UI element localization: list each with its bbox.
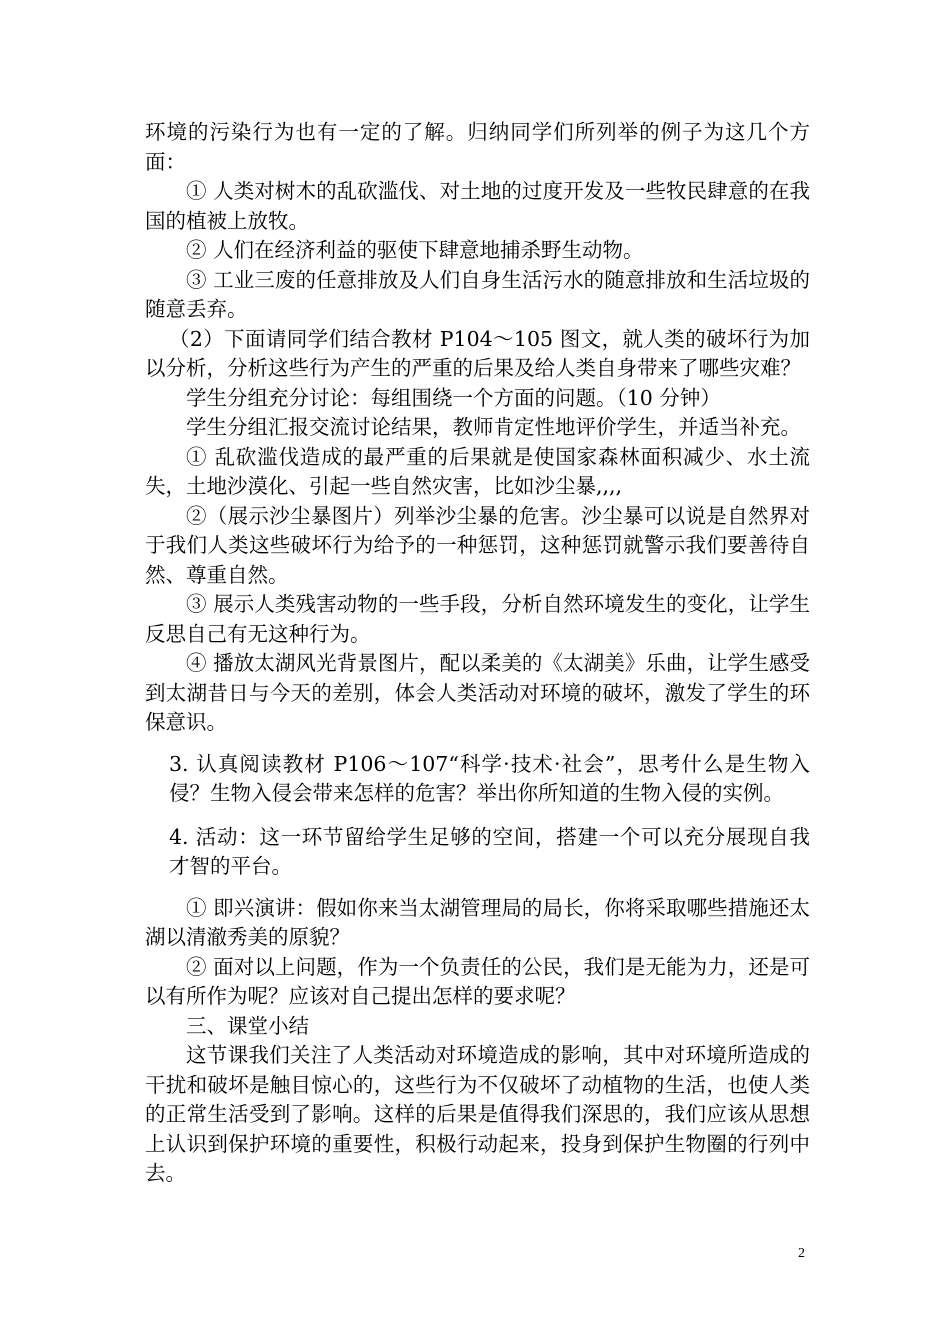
paragraph-summary: 这节课我们关注了人类活动对环境造成的影响，其中对环境所造成的干扰和破坏是触目惊心的，这些行为不仅破坏了动植物的生活，也使人类的正常生活受到了影响。这样的后果是值得我们深思的，我们应该从思想上认识到保护环境的重要性，积极行动起来，投身到保护生物圈的行列中去。	[145, 1043, 810, 1185]
section-item-3: 3. 认真阅读教材 P106～107“科学·技术·社会”，思考什么是生物入侵？生物入侵会带来怎样的危害？举出你所知道的生物入侵的实例。	[169, 751, 810, 805]
document-body	[145, 118, 810, 1189]
paragraph-group-report: 学生分组汇报交流讨论结果，教师肯定性地评价学生，并适当补充。	[186, 415, 801, 439]
section-heading-summary: 三、课堂小结	[186, 1013, 309, 1038]
analysis-item-3: ③ 展示人类残害动物的一些手段，分析自然环境发生的变化，让学生反思自己有无这种行为。	[145, 592, 810, 646]
paragraph-intro: 环境的污染行为也有一定的了解。归纳同学们所列举的例子为这几个方面：	[145, 120, 810, 174]
analysis-item-4: ④ 播放太湖风光背景图片，配以柔美的《太湖美》乐曲，让学生感受到太湖昔日与今天的差别，体会人类活动对环境的破坏，激发了学生的环保意识。	[145, 651, 810, 734]
list-item-2: ② 人们在经济利益的驱使下肆意地捕杀野生动物。	[186, 238, 644, 262]
analysis-item-1: ① 乱砍滥伐造成的最严重的后果就是使国家森林面积减少、水土流失，土地沙漠化、引起一些自然灾害，比如沙尘暴,,,,	[145, 444, 810, 498]
paragraph-group-discussion: 学生分组充分讨论：每组围绕一个方面的问题。（10 分钟）	[186, 385, 721, 410]
activity-item-2: ② 面对以上问题，作为一个负责任的公民，我们是无能为力，还是可以有所作为呢？应该对自己提出怎样的要求呢？	[145, 954, 810, 1008]
activity-item-1: ① 即兴演讲：假如你来当太湖管理局的局长，你将采取哪些措施还太湖以清澈秀美的原貌？	[145, 895, 810, 949]
list-item-3: ③ 工业三废的任意排放及人们自身生活污水的随意排放和生活垃圾的随意丢弃。	[145, 267, 810, 321]
analysis-item-2: ②（展示沙尘暴图片）列举沙尘暴的危害。沙尘暴可以说是自然界对于我们人类这些破坏行为给予的一种惩罚，这种惩罚就警示我们要善待自然、尊重自然。	[145, 503, 810, 587]
list-item-1: ① 人类对树木的乱砍滥伐、对土地的过度开发及一些牧民肆意的在我国的植被上放牧。	[145, 179, 810, 233]
page-number: 2	[798, 1246, 805, 1261]
paragraph-question-2: （2）下面请同学们结合教材 P104～105 图文，就人类的破坏行为加以分析，分析这些行为产生的严重的后果及给人类自身带来了哪些灾难？	[145, 326, 810, 380]
section-item-4: 4. 活动：这一环节留给学生足够的空间，搭建一个可以充分展现自我才智的平台。	[169, 824, 810, 878]
